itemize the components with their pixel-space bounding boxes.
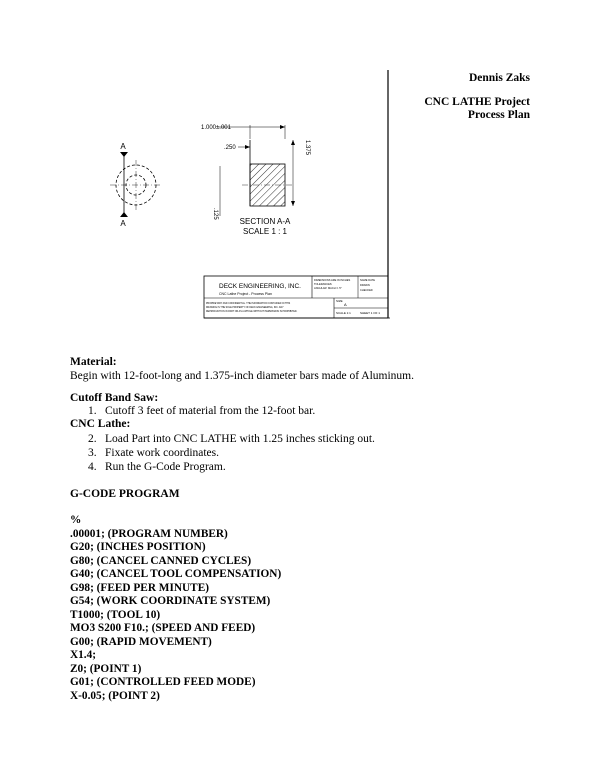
title-note-5: CHECKED	[360, 289, 373, 292]
dim-side: .125	[212, 208, 218, 220]
engineering-drawing	[100, 68, 392, 320]
view-label-bottom: A	[120, 219, 126, 228]
step-number: 2.	[88, 433, 97, 445]
view-label-top: A	[120, 142, 126, 151]
gcode-line: G01; (CONTROLLED FEED MODE)	[70, 676, 256, 688]
sheet-number: SHEET 1 OF 1	[360, 311, 380, 315]
section-label: SECTION A-A	[239, 217, 291, 226]
gcode-listing	[70, 514, 281, 703]
material-text: Begin with 12-foot-long and 1.375-inch diameter bars made of Aluminum.	[70, 370, 414, 382]
step-number: 3.	[88, 447, 97, 459]
step-text: Cutoff 3 feet of material from the 12-foot bar.	[105, 405, 316, 417]
title-note-3: NAME DATE	[360, 279, 375, 282]
gcode-line: G54; (WORK COORDINATE SYSTEM)	[70, 595, 271, 607]
gcode-line: %	[70, 514, 82, 526]
title-note-1: TOLERANCES:	[314, 283, 333, 286]
author-name: Dennis Zaks	[468, 72, 530, 84]
company-subtitle: CNC Lathe Project - Process Plan	[219, 292, 272, 296]
step-text: Fixate work coordinates.	[105, 447, 220, 459]
gcode-line: Z0; (POINT 1)	[70, 662, 142, 675]
company-name: DECK ENGINEERING, INC.	[219, 283, 301, 290]
proprietary-line-2: REPRODUCTION IN PART OR AS A WHOLE WITHOUT PERMISSION IS PROHIBITED.	[206, 311, 298, 313]
step-text: Load Part into CNC LATHE with 1.25 inches sticking out.	[105, 433, 375, 445]
title-note-0: DIMENSIONS ARE IN INCHES	[314, 279, 351, 282]
gcode-line: .00001; (PROGRAM NUMBER)	[70, 527, 228, 540]
proprietary-line-1: DRAWING IS THE SOLE PROPERTY OF DECK ENGINEERING, INC. ANY	[206, 307, 284, 309]
size-label: SIZE	[336, 299, 343, 303]
gcode-line: T1000; (TOOL 10)	[70, 608, 161, 621]
gcode-line: G98; (FEED PER MINUTE)	[70, 581, 210, 594]
gcode-line: X1.4;	[70, 649, 97, 661]
gcode-line: G40; (CANCEL TOOL COMPENSATION)	[70, 568, 282, 580]
gcode-line: G00; (RAPID MOVEMENT)	[70, 635, 212, 648]
dim-diameter: 1.375	[304, 140, 310, 156]
gcode-line: MO3 S200 F10.; (SPEED AND FEED)	[70, 622, 256, 634]
saw-heading: Cutoff Band Saw:	[70, 392, 159, 404]
scale-titleblock: SCALE 1:1	[336, 311, 351, 315]
document-type: Process Plan	[467, 109, 530, 121]
size-value: A	[344, 302, 347, 307]
step-text: Run the G-Code Program.	[105, 461, 226, 473]
title-note-2: ANGULAR: MACH ± .5°	[314, 287, 342, 290]
lathe-heading: CNC Lathe:	[70, 418, 131, 430]
project-title: CNC LATHE Project	[424, 96, 530, 108]
gcode-heading: G-CODE PROGRAM	[70, 488, 180, 500]
gcode-line: G80; (CANCEL CANNED CYCLES)	[70, 554, 252, 567]
title-note-4: DRAWN	[360, 284, 370, 287]
gcode-line: X-0.05; (POINT 2)	[70, 689, 160, 702]
gcode-line: G20; (INCHES POSITION)	[70, 541, 206, 553]
dim-step: .250	[224, 145, 236, 151]
dim-length: 1.000±.001	[201, 125, 231, 131]
material-heading: Material:	[70, 356, 117, 368]
proprietary-line-0: PROPRIETARY AND CONFIDENTIAL. THE INFORMATION CONTAINED IN THIS	[206, 303, 291, 305]
step-number: 1.	[88, 405, 97, 417]
title-block	[204, 276, 388, 318]
step-number: 4.	[88, 461, 97, 473]
scale-label: SCALE 1 : 1	[242, 227, 288, 236]
end-view	[110, 142, 162, 228]
section-view	[201, 125, 310, 236]
